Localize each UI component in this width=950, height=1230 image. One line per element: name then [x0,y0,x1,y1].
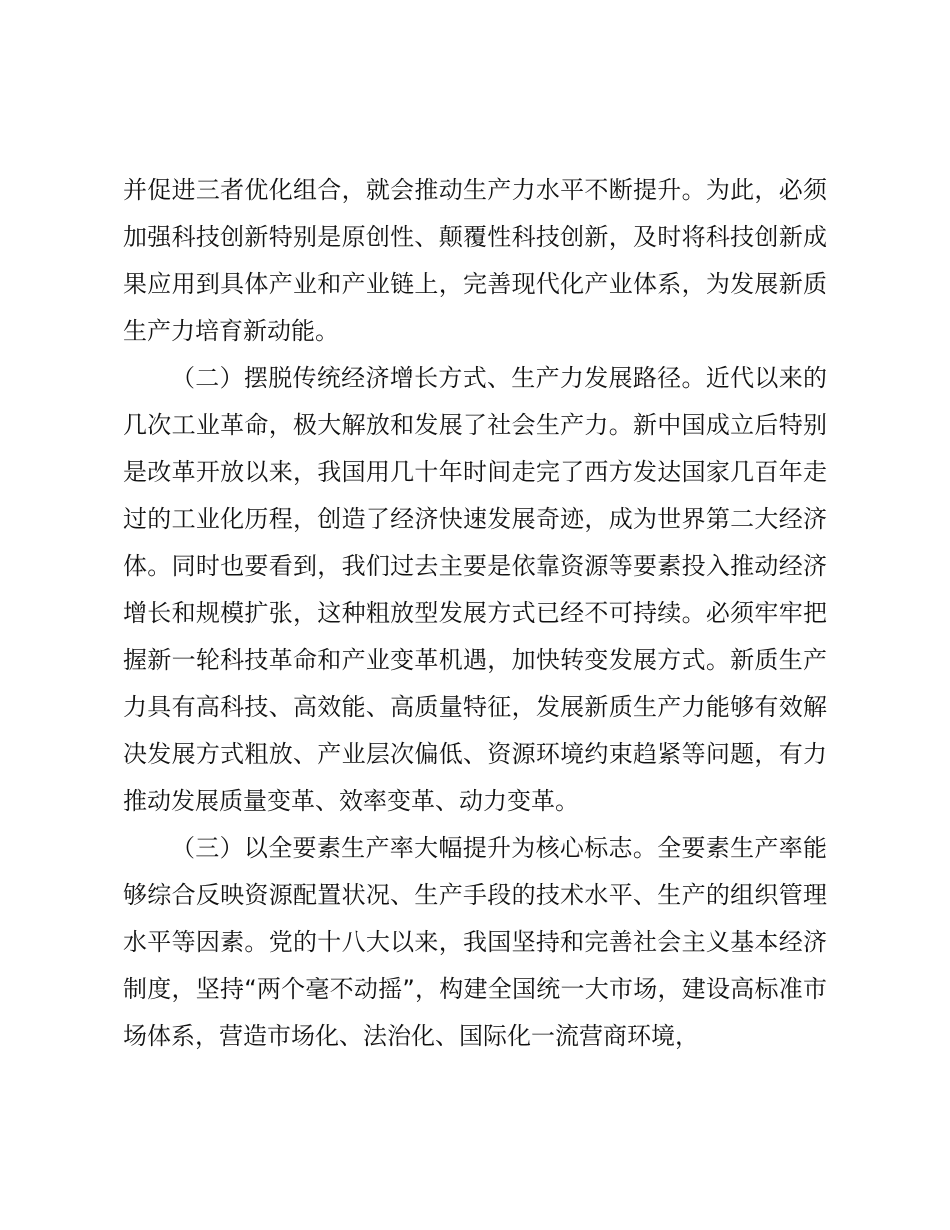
paragraph-section-two: （二）摆脱传统经济增长方式、生产力发展路径。近代以来的几次工业革命，极大解放和发展了社会生产力。新中国成立后特别是改革开放以来，我国用几十年时间走完了西方发达国家几百年走过的工业化历程，创造了经济快速发展奇迹，成为世界第二大经济体。同时也要看到，我们过去主要是依靠资源等要素投入推动经济增长和规模扩张，这种粗放型发展方式已经不可持续。必须牢牢把握新一轮科技革命和产业变革机遇，加快转变发展方式。新质生产力具有高科技、高效能、高质量特征，发展新质生产力能够有效解决发展方式粗放、产业层次偏低、资源环境约束趋紧等问题，有力推动发展质量变革、效率变革、动力变革。 [123,364,827,815]
paragraph-section-three: （三）以全要素生产率大幅提升为核心标志。全要素生产率能够综合反映资源配置状况、生产手段的技术水平、生产的组织管理水平等因素。党的十八大以来，我国坚持和完善社会主义基本经济制度，坚持“两个毫不动摇”，构建全国统一大市场，建设高标准市场体系，营造市场化、法治化、国际化一流营商环境， [123,834,827,1050]
paragraph-continuation: 并促进三者优化组合，就会推动生产力水平不断提升。为此，必须加强科技创新特别是原创性、颠覆性科技创新，及时将科技创新成果应用到具体产业和产业链上，完善现代化产业体系，为发展新质生产力培育新动能。 [123,176,827,345]
document-page [123,167,827,1060]
